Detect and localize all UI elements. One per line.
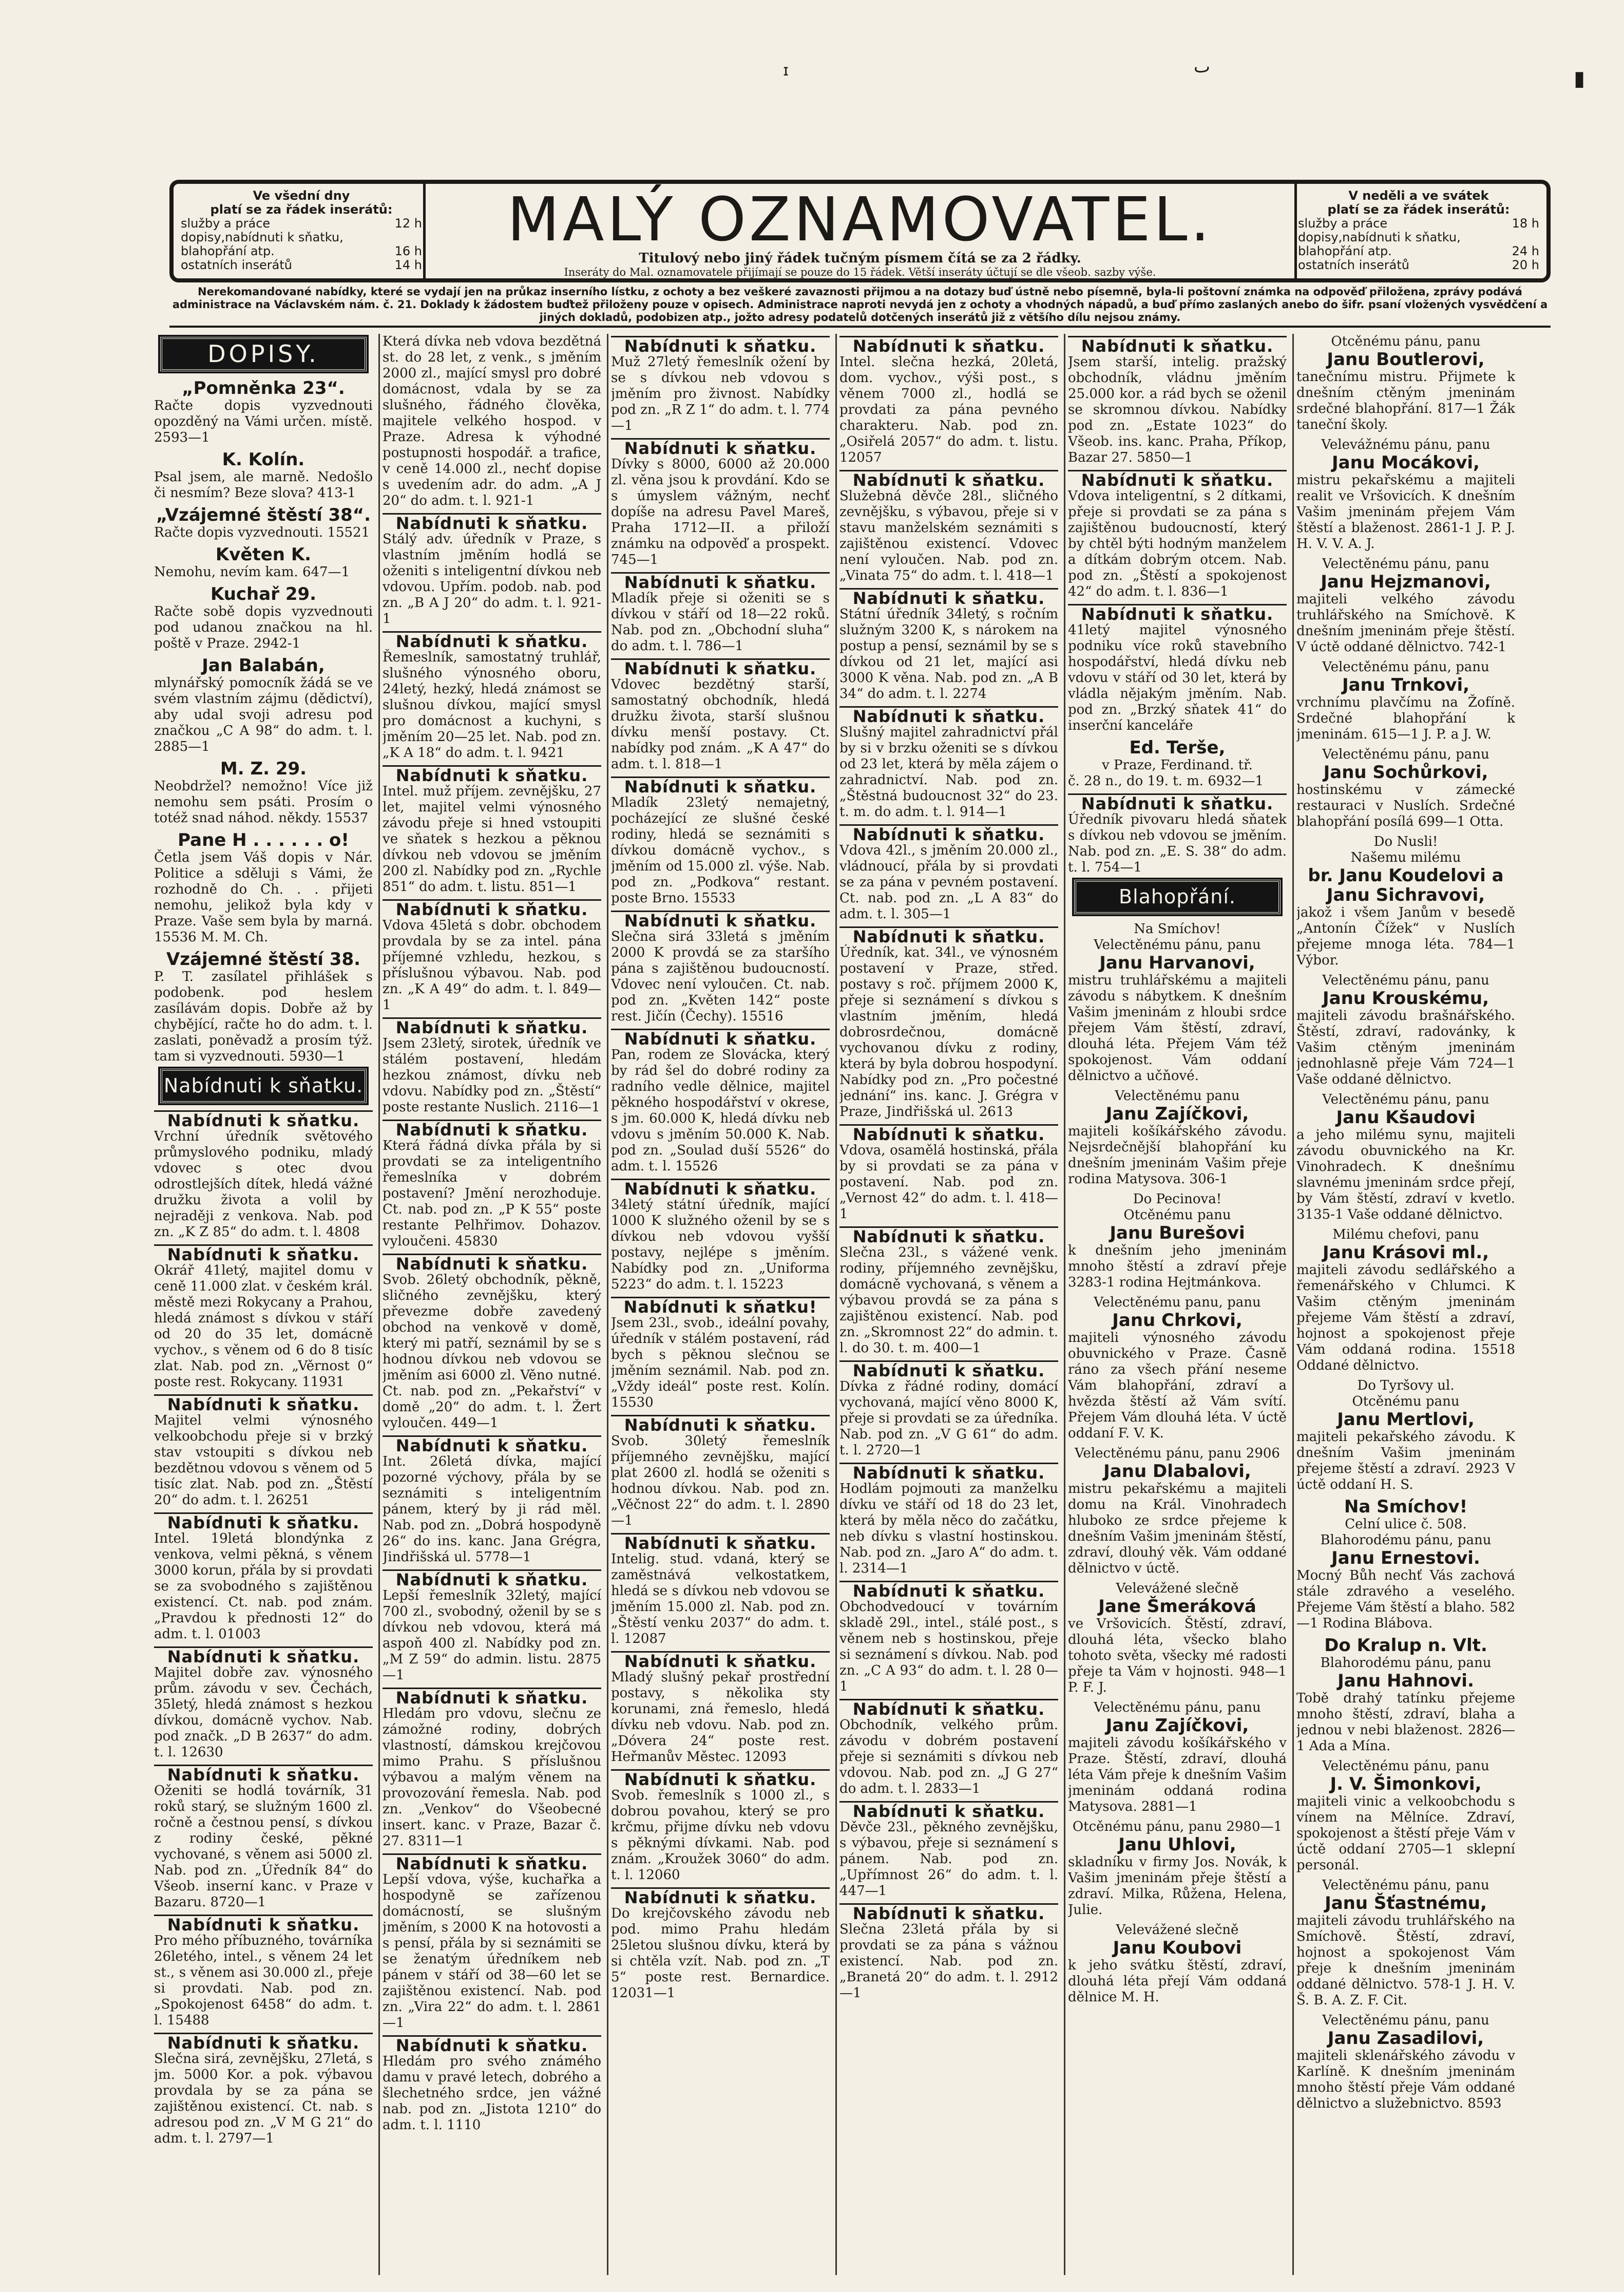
ad-text: Intel. 19letá blondýnka z venkova, velmi pěkná, s věnem 3000 korun, přála by si provdati se za svobodného s zajištěnou existencí. Ct. nab. pod znám. „Pravdou k přednosti 12“ do adm. t. l. 01003 (154, 1531, 373, 1642)
ad-text: Svob. 26letý obchodník, pěkně, sličného zevnějšku, který převezme dobře zavedený obchod na venkově v domě, který mi patří, seznámil by se s hodnou dívkou neb vdovou se jměním asi 6000 zl. Věno nutné. Ct. nab. pod zn. „Pekařství“ v domě „20“ do adm. t. l. Žert vyloučen. 449—1 (383, 1272, 601, 1431)
ad-line: Velectěnému pánu, panu (1322, 1092, 1489, 1107)
ad-name: Janu Krásovi ml., (1322, 1242, 1489, 1263)
ad-heading: Nabídnuti k sňatku. (383, 1435, 601, 1454)
ad-text: Neobdržel? nemožno! Více již nemohu sem psáti. Prosím o totéž snad náhod. někdy. 15537 (154, 779, 373, 826)
ad-heading: Nabídnuti k sňatku. (383, 1853, 601, 1872)
ad-line: Velevážené slečně (1116, 1922, 1239, 1938)
header-divider (1294, 184, 1297, 278)
ad-heading: Nabídnuti k sňatku. (611, 1769, 830, 1788)
ad-heading: Nabídnuti k sňatku. (611, 658, 830, 677)
page-mark: ٮ (1194, 56, 1211, 77)
ad-text: Pro mého příbuzného, továrníka 26letého, intel., s věnem 24 let st., s věnem asi 30.000 zl., přeje si provdati. Nab. pod zn. „Spokojenost 6458“ do adm. t. l. 15488 (154, 1933, 373, 2028)
ad-heading: Nabídnuti k sňatku. (383, 2035, 601, 2054)
column-divider (1064, 334, 1065, 2275)
ad-name: Janu Zajíčkovi, (1105, 1715, 1249, 1736)
ad-heading: Nabídnuti k sňatku. (839, 1463, 1058, 1481)
ad-heading: Nabídnuti k sňatku. (1068, 336, 1287, 354)
ad-text: 34letý státní úředník, mající 1000 K služného oženil by se s dívkou neb vdovou vyšší postavy, nejlépe s jměním. Nabídky pod zn. „Uniforma 5223“ do adm. t. l. 15223 (611, 1197, 830, 1292)
column-divider (607, 334, 608, 2275)
holiday-rates (1298, 189, 1539, 272)
ad-name: K. Kolín. (222, 449, 305, 470)
rates-heading: V neděli a ve svátek (1348, 188, 1489, 203)
ad-line: Otcěnému panu (1352, 1394, 1460, 1409)
ad-line: Velectěnému pánu, panu (1094, 937, 1261, 953)
ad-text: mistru pekařskému a majiteli realit ve Vršovicích. K dnešním Vašim jmeninám přejem Vám štěstí a blaženost. 2861-1 J. P. J. H. V. V. A. J. (1296, 472, 1515, 552)
rate-row: dopisy,nabídnuti k sňatku, (181, 230, 343, 244)
ad-line: Blahorodému pánu, panu (1320, 1655, 1492, 1671)
ad-heading: Nabídnuti k sňatku. (611, 1415, 830, 1433)
ad-line: Otcěnému panu (1123, 1207, 1231, 1223)
ad-text: vrchnímu plavčímu na Žofíně. Srdečné blahopřání k jmeninám. 615—1 J. P. a J. W. (1296, 695, 1515, 742)
ad-line: Do Tyršovy ul. (1357, 1378, 1455, 1393)
ad-text: hostinskému v zámecké restauraci v Nuslích. Srdečné blahopřání posílá 699—1 Otta. (1296, 782, 1515, 829)
ad-heading: Nabídnuti k sňatku. (839, 706, 1058, 725)
column-body (154, 378, 373, 2147)
column-6 (1296, 334, 1515, 2285)
ad-name: Pane H . . . . . . o! (178, 830, 349, 850)
ad-text: Úředník, kat. 34l., ve výnosném postavení v Praze, střed. postavy s roč. příjmem 2000 K, přeje si seznámení s dívkou s vlastním jměním, hledá dobrosrdečnou, domácně vychovanou dívku z rodiny, která by byla dobrou hospodyní. Nabídky pod zn. „Pro počestné jednání“ ins. kanc. J. Grégra v Praze, Jindřišská ul. 2613 (839, 945, 1058, 1120)
ad-heading: Nabídnuti k sňatku. (611, 911, 830, 929)
ad-heading: Nabídnuti k sňatku. (383, 513, 601, 532)
ad-line: Na Smíchov! (1134, 921, 1221, 937)
ad-text: mistru truhlářskému a majiteli závodu s nábytkem. K dnešním Vašim jmeninám z hloubi srdce přejem Vám štěstí, zdraví, dlouhá léta. Přejem Vám též spokojenost. Vám oddaní dělnictvo a učňové. (1068, 973, 1287, 1084)
column-1 (154, 334, 373, 2285)
classifieds-header (169, 180, 1551, 282)
ad-name: Janu Harvanovi, (1099, 953, 1255, 973)
ad-text: Služebná děvče 28l., sličného zevnějšku, s výbavou, přeje si v stavu manželském seznámiti s zajištěnou existencí. Vdovec není vyloučen. Nab. pod zn. „Vinata 75“ do adm. t. l. 418—1 (839, 488, 1058, 583)
ad-line: Do Pecinova! (1133, 1191, 1222, 1207)
ad-heading: Nabídnuti k sňatku. (839, 1903, 1058, 1922)
ad-name: Janu Hahnovi. (1338, 1671, 1474, 1691)
ad-text: Jsem starší, intelig. pražský obchodník, vládnu jměním 25.000 kor. a rád bych se oženil se skromnou dívkou. Nabídky pod zn. „Estate 1023“ do Všeob. ins. kanc. Praha, Příkop, Bazar 27. 5850—1 (1068, 354, 1287, 465)
ad-text: majiteli závodu truhlářského na Smíchově. Štěstí, zdraví, hojnost a spokojenost Vám přeje k dnešním jmeninám oddané dělnictvo. 578-1 J. H. V. Š. B. A. Z. F. Cit. (1296, 1913, 1515, 2008)
ad-heading: Nabídnuti k sňatku! (611, 1297, 830, 1315)
ad-text: Děvče 23l., pěkného zevnějšku, s výbavou, přeje si seznámení s pánem. Nab. pod zn. „Upřímnost 26“ do adm. t. l. 447—1 (839, 1820, 1058, 1899)
header-rule (169, 326, 1551, 328)
ad-name: Janu Zajíčkovi, (1105, 1104, 1249, 1124)
ad-heading: Nabídnuti k sňatku. (154, 2033, 373, 2051)
column-5 (1068, 334, 1287, 2285)
ad-text: Slečna sirá, zevnějšku, 27letá, s jm. 5000 Kor. a pok. výbavou provdala by se za pána se zajištěnou existencí. Ct. nab. s adresou pod zn. „V M G 21“ do adm. t. l. 2797—1 (154, 2051, 373, 2146)
ad-line: Otcěnému pánu, panu (1331, 334, 1481, 349)
ad-name: Vzájemné štěstí 38. (166, 949, 361, 970)
ad-heading: Nabídnuti k sňatku. (611, 1533, 830, 1551)
ad-text: Intel. muž příjem. zevnějšku, 27 let, majitel velmi výnosného závodu přeje si hned vstoupiti ve sňatek s hezkou a pěknou dívkou neb vdovou se jměním 200 zl. Nabídky pod zn. „Rychle 851“ do adm. t. listu. 851—1 (383, 784, 601, 895)
column-divider (1292, 334, 1294, 2275)
ad-name: Janu Kšaudovi (1336, 1107, 1476, 1128)
ad-name: Jane Šmeráková (1098, 1596, 1256, 1617)
ad-heading: Nabídnuti k sňatku. (839, 1226, 1058, 1245)
ad-text: Dívka z řádné rodiny, domácí vychovaná, mající věno 8000 K, přeje si provdati se za úředníka. Nab. pod zn. „V G 61“ do adm. t. l. 2720—1 (839, 1379, 1058, 1458)
ad-text: Stálý adv. úředník v Praze, s vlastním jměním hodlá se oženiti s inteligentní dívkou neb vdovou. Upřím. podob. nab. pod zn. „B A J 20“ do adm. t. l. 921-1 (383, 532, 601, 627)
ad-line: Velectěnému pánu, panu (1094, 1700, 1261, 1715)
ad-text: jakož i všem Janům v besedě „Antonín Čížek“ v Nuslích přejeme mnoga léta. 784—1 Výbor. (1296, 905, 1515, 968)
ad-text: P. T. zasílatel přihlášek s podobenk. pod heslem zasílávám dopis. Dobře až by chybějící, račte ho do adm. t. l. zaslati, poněvadž a prosím týž. tam si vyzvednouti. 5930—1 (154, 969, 373, 1064)
ad-text: Řemeslník, samostatný truhlář, slušného výnosného oboru, 24letý, hezký, hledá známost se slušnou dívkou, mající smysl pro domácnost a kuchyni, s jměním 20—25 let. Nab. pod zn. „K A 18“ do adm. t. l. 9421 (383, 650, 601, 761)
ad-text: Do krejčovského závodu neb pod. mimo Prahu hledám 25letou slušnou dívku, která by si chtěla vzít. Nab. pod zn. „T 5“ poste rest. Bernardice. 12031—1 (611, 1906, 830, 2001)
rate-row: ostatních inserátů 20 h (1298, 258, 1539, 272)
page-title: MALÝ OZNAMOVATEL. (507, 184, 1213, 255)
ad-heading: Nabídnuti k sňatku. (154, 1512, 373, 1531)
ad-name: Janu Dlabalovi, (1103, 1461, 1251, 1482)
column-2 (383, 334, 601, 2285)
ad-heading: Nabídnuti k sňatku. (611, 1651, 830, 1670)
ad-line: Celní ulice č. 508. (1345, 1517, 1467, 1532)
ad-text: Vdova, osamělá hostinská, přála by si provdati se za pána v postavení. Nab. pod zn. „Vernost 42“ do adm. t. l. 418—1 (839, 1143, 1058, 1222)
ad-text: majiteli sklenářského závodu v Karlíně. K dnešním jmeninám mnoho štěstí přeje Vám oddané dělnictvo a služebnictvo. 8593 (1296, 2048, 1515, 2111)
ad-name: Janu Chrkovi, (1112, 1310, 1243, 1331)
ad-line: Velevážené slečně (1116, 1581, 1239, 1596)
ad-text: majiteli závodu košíkářského v Praze. Štěstí, zdraví, dlouhá léta Vám přeje k dnešním Vašim jmeninám oddaná rodina Matysova. 2881—1 (1068, 1735, 1287, 1814)
ad-text: Slečna sirá 33letá s jměním 2000 K provdá se za staršího pána s zajištěnou budoucností. Vdovec není vyloučen. Ct. nab. pod zn. „Květen 142“ poste rest. Jičín (Čechy). 15516 (611, 929, 830, 1024)
ad-line: Velectěnému pánu, panu (1322, 2013, 1489, 2028)
ad-heading: Nabídnuti k sňatku. (611, 1179, 830, 1197)
ad-name: M. Z. 29. (220, 759, 307, 779)
rate-row: blahopřání atp. 24 h (1298, 244, 1539, 258)
ad-text: Slečna 23l., s vážené venk. rodiny, příjemného zevnějšku, domácně vychovaná, s věnem a výbavou provdá se za pána s zajištěnou existencí. Nab. pod zn. „Skromnost 22“ do admin. t. l. do 30. t. m. 400—1 (839, 1245, 1058, 1356)
ad-line: Velectěnému pánu, panu 2906 (1075, 1446, 1280, 1461)
ad-text: majiteli výnosného závodu obuvnického v Praze. Časně ráno za všech přání neseme Vám blahopřání, zdraví a hvězda štěstí až Vám svítí. Přejem Vám dlouhá léta. V úctě oddaní F. V. K. (1068, 1330, 1287, 1441)
column-4 (839, 334, 1058, 2285)
ad-heading: Nabídnuti k sňatku. (383, 631, 601, 650)
insert-info: Inseráty do Mal. oznamovatele přijímají se pouze do 15 řádek. Větší inseráty účtují se dle všeob. sazby výše. (564, 266, 1156, 278)
ad-text: Obchodník, velkého prům. závodu v dobrém postavení přeje si seznámiti s dívkou neb vdovou. Nab. pod zn. „J G 27“ do adm. t. l. 2833—1 (839, 1717, 1058, 1796)
ad-line: Blahorodému pánu, panu (1320, 1532, 1492, 1548)
ad-name: Kuchař 29. (210, 584, 317, 604)
ad-name: Janu Uhlovi, (1118, 1834, 1236, 1855)
ad-heading: Nabídnuti k sňatku. (383, 1120, 601, 1138)
ad-line: Velevážnému pánu, panu (1321, 437, 1491, 452)
ad-text: Četla jsem Váš dopis v Nár. Politice a sděluji s Vámi, že rozhodně do Ch. . . přijeti nemohu, jelikož byla kdy v Praze. Vaše sem byla by marná. 15536 M. M. Ch. (154, 850, 373, 945)
ad-name: J. V. Šimonkovi, (1330, 1774, 1482, 1794)
ad-text: Račte dopis vyzvednouti opozděný na Vámi určen. místě. 2593—1 (154, 398, 373, 445)
ad-text: skladníku v firmy Jos. Novák, k Vašim jmeninám přeje štěstí a zdraví. Milka, Růžena, Helena, Julie. (1068, 1854, 1287, 1918)
header-divider (423, 184, 426, 278)
ad-text: Hodlám pojmouti za manželku dívku ve stáří od 18 do 23 let, která by měla něco do začátku, neb dívku s vlastní hostinskou. Nab. pod zn. „Jaro A“ do adm. t. l. 2314—1 (839, 1481, 1058, 1576)
ad-text: Jsem 23letý, sirotek, úředník ve stálém postavení, hledám hezkou známost, dívku neb vdovu. Nabídky pod zn. „Štěstí“ poste restante Nuslich. 2116—1 (383, 1036, 601, 1115)
ad-name: Janu Hejzmanovi, (1321, 572, 1491, 592)
ad-text: tanečnímu mistru. Přijmete k dnešním ctěným jmeninám srdečné blahopřání. 817—1 Žák taneční školy. (1296, 369, 1515, 432)
ad-text: Oženiti se hodlá továrník, 31 roků starý, se služným 1600 zl. ročně a čestnou pensí, s dívkou z rodiny české, pěkné vychované, s věnem asi 5000 zl. Nab. pod zn. „Úředník 84“ do Všeob. inserní kanc. v Praze v Bazaru. 8720—1 (154, 1783, 373, 1910)
ad-line: Velectěnému pánu, panu (1322, 1878, 1489, 1893)
ad-name: Ed. Terše, (1129, 737, 1226, 758)
ad-text: Majitel velmi výnosného velkoobchodu přeje si v brzký stav vstoupiti s dívkou neb bezdětnou vdovou s věnem od 5 tisíc zlat. Nab. pod zn. „Štěstí 20“ do adm. t. l. 26251 (154, 1413, 373, 1508)
rates-heading: Ve všední dny (253, 188, 350, 203)
ad-heading: Nabídnuti k sňatku. (611, 438, 830, 457)
ad-heading: Nabídnuti k sňatku. (154, 1110, 373, 1129)
ad-text: 41letý majitel výnosného podniku více roků stavebního hospodářství, hledá dívku neb vdovu v stáří od 30 let, která by vládla nějakým jměním. Nab. pod zn. „Brzký sňatek 41“ do inserční kanceláře (1068, 622, 1287, 733)
column-body (839, 336, 1058, 2001)
column-body (611, 336, 830, 2001)
ad-text: Slušný majitel zahradnictví přál by si v brzku oženiti se s dívkou od 23 let, která by měla zájem o zahradnictví. Nab. pod zn. „Štěstná budoucnost 32“ do 23. t. m. do adm. t. l. 914—1 (839, 725, 1058, 820)
ad-line: Velectěnému pánu, panu (1322, 973, 1489, 988)
weekday-rates (181, 189, 422, 272)
ad-name: „Vzájemné štěstí 38“. (156, 505, 371, 525)
rate-row: služby a práce 18 h (1298, 216, 1539, 231)
ad-line: Našemu milému (1350, 850, 1461, 865)
column-divider (378, 334, 380, 2275)
ad-text: k jeho svátku štěstí, zdraví, dlouhá léta přejí Vám oddaná dělnice M. H. (1068, 1958, 1287, 2005)
column-body (383, 334, 601, 2133)
ad-text: Státní úředník 34letý, s ročním služným 3200 K, s nárokem na postup a pensí, seznámil by se s dívkou od 21 let, mající asi 3000 K věna. Nab. pod zn. „A B 34“ do adm. t. l. 2274 (839, 607, 1058, 702)
ad-text: k dnešním jeho jmeninám mnoho štěstí a zdraví přeje 3283-1 rodina Hejtmánkova. (1068, 1243, 1287, 1290)
ad-text: Která řádná dívka přála by si provdati se za inteligentního řemeslníka v dobrém postavení? Jmění nerozhoduje. Ct. nab. pod zn. „P K 55“ poste restante Pelhřimov. Dohazov. vyloučeni. 45830 (383, 1138, 601, 1249)
ad-heading: Nabídnuti k sňatku. (611, 336, 830, 354)
ad-text: č. 28 n., do 19. t. m. 6932—1 (1068, 773, 1264, 789)
administration-notice: Nerekomandované nabídky, které se vydají jen na průkaz inserního lístku, z ochoty a bez veškeré zavaznosti přijmou a na dotazy buď ústně nebo písemně, byla-li poštovní známka na odpověď přiložena, zprávy podává administrace na Václavském nám. č. 21. Doklady k žádostem buďtež přiloženy pouze v opisech. Administrace naproti nevydá jen z ochoty a vhodných nápadů, a buď přímo zaslaných anebo do šifr. psaní vložených vysvědčení a jiných dokladů, podobizen atp., jožto adresy podatelů dotčených inserátů již z většího dílu nejsou známy. (172, 286, 1548, 324)
ad-heading: Nabídnuti k sňatku. (1068, 604, 1287, 622)
ad-heading: Nabídnuti k sňatku. (839, 588, 1058, 607)
ad-heading: Nabídnuti k sňatku. (154, 1915, 373, 1933)
ad-heading: Nabídnuti k sňatku. (383, 899, 601, 918)
section-banner: Nabídnuti k sňatku. (160, 1069, 367, 1103)
ad-text: Lepší vdova, výše, kuchařka a hospodyně se zařízenou domácností, se slušným jměním, s 2000 K na hotovosti a s pensí, přála by si seznámiti se se ženatým úředníkem neb pánem v stáří od 38—60 let se zajištěnou existencí. Nab. pod zn. „Vira 22“ do adm. t. l. 2861—1 (383, 1872, 601, 2031)
ad-name: Janu Mertlovi, (1337, 1409, 1475, 1430)
ad-heading: Nabídnuti k sňatku. (839, 336, 1058, 354)
ad-text: Svob. řemeslník s 1000 zl., s dobrou povahou, který se pro krčmu, přijme dívku neb vdovu s pěknými dívkami. Nab. pod znám. „Kroužek 3060“ do adm. t. l. 12060 (611, 1788, 830, 1883)
ad-name: „Pomněnka 23“. (182, 378, 345, 399)
ad-line: Otcěnému pánu, panu 2980—1 (1072, 1819, 1283, 1834)
ad-name: Janu Koubovi (1113, 1938, 1242, 1958)
rates-heading: platí se za řádek inserátů: (1327, 202, 1510, 217)
ad-line: Do Nusli! (1373, 834, 1438, 849)
ad-text: majiteli závodu brašnářského. Štěstí, zdraví, radovánky, k Vašim ctěným jmeninám jednohlasně přeje Vám 724—1 Vaše oddané dělnictvo. (1296, 1008, 1515, 1087)
rates-heading: platí se za řádek inserátů: (210, 202, 393, 217)
ad-text: Muž 27letý řemeslník ožení by se s dívkou neb vdovou s jměním pro živnost. Nabídky pod zn. „R Z 1“ do adm. t. l. 774—1 (611, 354, 830, 433)
ad-text: Intel. slečna hezká, 20letá, dom. vychov., výši post., s věnem 7000 zl., hodlá se provdati za pána pevného charakteru. Nab. pod zn. „Osiřelá 2057“ do adm. t. listu. 12057 (839, 354, 1058, 465)
ad-text: Mladý slušný pekař prostřední postavy, s několika sty korunami, zná řemeslo, hledá dívku neb vdovu. Nab. pod zn. „Dóvera 24“ poste rest. Heřmanův Městec. 12093 (611, 1670, 830, 1765)
ad-name: Janu Mocákovi, (1332, 452, 1480, 473)
ad-heading: Nabídnuti k sňatku. (154, 1765, 373, 1783)
ad-name: Do Kralup n. Vlt. (1324, 1635, 1487, 1656)
ad-heading: Nabídnuti k sňatku. (839, 1801, 1058, 1820)
ad-text: Vdova 42l., s jměním 20.000 zl., vládnoucí, přála by si provdati se za pána v pevném postavení. Ct. nab. pod zn. „L A 83“ do adm. t. l. 305—1 (839, 843, 1058, 922)
ad-heading: Nabídnuti k sňatku. (1068, 470, 1287, 488)
ad-text: majiteli košíkářského závodu. Nejsrdečnější blahopřání ku dnešním jmeninám Vašim přeje rodina Matysova. 306-1 (1068, 1124, 1287, 1187)
ad-name: Janu Trnkovi, (1342, 675, 1470, 695)
column-body (1068, 336, 1287, 2005)
ad-text: Obchodvedoucí v továrním skladě 29l., intel., stálé post., s věnem neb s hostinskou, přeje si seznámení s dívkou. Nab. pod zn. „C A 93“ do adm. t. l. 28 0—1 (839, 1599, 1058, 1694)
ad-heading: Nabídnuti k sňatku. (154, 1394, 373, 1413)
ad-heading: Nabídnuti k sňatku. (611, 572, 830, 591)
ad-text: Hledám pro svého známého damu v pravé letech, dobrého a šlechetného srdce, jen vážné nab. pod zn. „Jistota 1210“ do adm. t. l. 1110 (383, 2054, 601, 2133)
ad-text: majiteli závodu sedlářského a řemenářského v Chlumci. K Vašim ctěným jmeninám přejeme Vám štěstí a zdraví, hojnost a spokojenost přeje Vám oddaná rodina. 15518 Oddané dělnictvo. (1296, 1262, 1515, 1373)
ad-heading: Nabídnuti k sňatku. (611, 1029, 830, 1047)
ad-text: Slečna 23letá přála by si provdati se za pána s vážnou existencí. Nab. pod zn. „Branetá 20“ do adm. t. l. 2912—1 (839, 1922, 1058, 2001)
page-mark: ▮ (1574, 67, 1585, 90)
ad-line: Velectěnému pánu, panu (1322, 556, 1489, 572)
ad-text: Mladík přeje si oženiti se s dívkou v stáří od 18—22 roků. Nab. pod zn. „Obchodní sluha“ do adm. t. l. 786—1 (611, 591, 830, 654)
ad-heading: Nabídnuti k sňatku. (839, 1699, 1058, 1717)
ad-heading: Nabídnuti k sňatku. (1068, 793, 1287, 812)
ad-text: Intelig. stud. vdaná, který se zaměstnává velkostatkem, hledá se s dívkou neb vdovou se jměním 15.000 zl. Nab. pod zn. „Štěstí venku 2037“ do adm. t. l. 12087 (611, 1551, 830, 1646)
ad-text: Vdovec bezdětný starší, samostatný obchodník, hledá družku života, starší slušnou dívku menší postavy. Ct. nabídky pod znám. „K A 47“ do adm. t. l. 818—1 (611, 677, 830, 772)
ad-heading: Nabídnuti k sňatku. (611, 1887, 830, 1906)
ad-name: Janu Šťastnému, (1325, 1893, 1487, 1914)
ad-name: Janu Boutlerovi, (1327, 349, 1485, 370)
ad-text: Mocný Bůh nechť Vás zachová stále zdravého a veselého. Přejeme Vám štěstí a blaho. 582—1 Rodina Blábova. (1296, 1568, 1515, 1631)
ad-heading: Nabídnuti k sňatku. (383, 1569, 601, 1588)
ad-line: Velectěnému pánu, panu (1322, 659, 1489, 675)
ad-name: Janu Sochůrkovi, (1323, 762, 1488, 783)
ad-line: Milému chefovi, panu (1332, 1227, 1479, 1242)
ad-text: Nemohu, nevím kam. 647—1 (154, 564, 350, 580)
ad-text: Vrchní úředník světového průmyslového podniku, mladý vdovec s otec dvou odrostlejších dítek, hledá vážné družku života a volil by nejraději z venkova. Nab. pod zn. „K Z 85“ do adm. t. l. 4808 (154, 1129, 373, 1240)
ad-text: Račte dopis vyzvednouti. 15521 (154, 525, 370, 540)
ad-text: majiteli pekařského závodu. K dnešním Vašim jmeninám přejeme štěstí a zdraví. 2923 V úctě oddaní H. S. (1296, 1429, 1515, 1492)
column-divider (835, 334, 837, 2275)
ad-text: Psal jsem, ale marně. Nedošlo či nesmím? Beze slova? 413-1 (154, 469, 373, 501)
ad-name: Janu Ernestovi. (1331, 1548, 1480, 1568)
ad-text: Tobě drahý tatínku přejeme mnoho štěstí, zdraví, blaha a jednou v nebi blaženost. 2826—1 Ada a Mína. (1296, 1691, 1515, 1754)
ad-heading: Nabídnuti k sňatku. (383, 1017, 601, 1036)
ad-name: Janu Krouskému, (1322, 988, 1489, 1009)
ad-heading: Nabídnuti k sňatku. (383, 1254, 601, 1272)
ad-heading: Nabídnuti k sňatku. (839, 824, 1058, 843)
ad-heading: Nabídnuti k sňatku. (154, 1244, 373, 1263)
ad-text: Vdova 45letá s dobr. obchodem provdala by se za intel. pána příjemné vzhledu, hezkou, s příslušnou výbavou. Nab. pod zn. „K A 49“ do adm. t. l. 849—1 (383, 918, 601, 1013)
ad-text: a jeho milému synu, majiteli závodu obuvnického na Kr. Vinohradech. K dnešnímu slavnému jmeninám srdce přejí, by Vám štěstí, zdraví v kvetlo. 3135-1 Vaše oddané dělnictvo. (1296, 1127, 1515, 1222)
ad-line: Velectěnému pánu, panu (1322, 1758, 1489, 1774)
ad-heading: Nabídnuti k sňatku. (839, 1360, 1058, 1379)
column-body (1296, 334, 1515, 2112)
ad-heading: Nabídnuti k sňatku. (839, 1581, 1058, 1599)
section-banner-dopisy: DOPISY. (160, 337, 367, 371)
ad-heading: Nabídnuti k sňatku. (839, 1124, 1058, 1143)
ad-text: majiteli vinic a velkoobchodu s vínem na Mělníce. Zdraví, spokojenost a štěstí přeje Vám v úctě oddaní 2705—1 sklepní personál. (1296, 1794, 1515, 1873)
ad-heading: Nabídnuti k sňatku. (839, 926, 1058, 945)
ad-text: Mladík 23letý nemajetný, pocházející ze slušné české rodiny, hledá se seznámiti s dívkou domácně vychov., s jměním od 15.000 zl. výše. Nab. pod zn. „Podkova“ restant. poste Brno. 15533 (611, 795, 830, 906)
ad-name: Janu Zasadilovi, (1327, 2028, 1484, 2049)
ad-name: br. Janu Koudelovi a Janu Sichravovi, (1308, 865, 1504, 905)
ad-text: Úředník pivovaru hledá sňatek s dívkou neb vdovou se jměním. Nab. pod zn. „E. S. 38“ do adm. t. l. 754—1 (1068, 812, 1287, 875)
ad-name: Janu Burešovi (1110, 1223, 1245, 1243)
rate-row: blahopřání atp. 16 h (181, 244, 422, 258)
ad-name: Květen K. (215, 544, 312, 565)
ad-text: Svob. 30letý řemeslník příjemného zevnějšku, mající plat 2600 zl. hodlá se oženiti s hodnou dívkou. Nab. pod zn. „Věčnost 22“ do adm. t. l. 2890—1 (611, 1433, 830, 1528)
ad-name: Na Smíchov! (1344, 1497, 1468, 1517)
ad-text: mistru pekařskému a majiteli domu na Král. Vinohradech hluboko ze srdce přejeme k dnešním Vašim jmeninám štěstí, zdraví, dlouhý věk. Vám oddané dělnictvo v úctě. (1068, 1481, 1287, 1576)
ad-name: Jan Balabán, (202, 655, 325, 676)
ad-heading: Nabídnuti k sňatku. (839, 470, 1058, 488)
ad-text: Okrář 41letý, majitel domu v ceně 11.000 zlat. v českém král. městě mezi Rokycany a Prahou, hledá známost s dívkou v stáří od 20 do 35 let, domácně vychov., s věnem od 6 do 8 tisíc zlat. Nab. pod zn. „Věrnost 0“ poste rest. Rokycany. 11931 (154, 1263, 373, 1390)
page-mark: ɪ (783, 62, 789, 80)
ad-text: ve Vršovicích. Štěstí, zdraví, dlouhá léta, všecko blaho tohoto světa, všecky mé radosti přeje ta Vám v hojnosti. 948—1 P. F. J. (1068, 1616, 1287, 1695)
ad-text: Která dívka neb vdova bezdětná st. do 28 let, z venk., s jměním 2000 zl., mající smysl pro dobré domácnost, vdala by se za slušného, řádného člověka, majitele velkého hospod. v Praze. Adresa k výhodné postupnosti hospodář. a trafice, v ceně 14.000 zl., nechť dopise s uvedením adr. do adm. „A J 20“ do adm. t. l. 921-1 (383, 334, 601, 508)
ad-heading: Nabídnuti k sňatku. (611, 776, 830, 795)
ad-text: Vdova inteligentní, s 2 dítkami, přeje si provdati se za pána s zajištěnou budoucností, který by chtěl býti hodným manželem a dítkám dobrým otcem. Nab. pod zn. „Štěstí a spokojenost 42“ do adm. t. l. 836—1 (1068, 488, 1287, 599)
ad-text: mlynářský pomocník žádá se ve svém vlastním zájmu (dědictví), aby udal svoji adresu pod značkou „C A 98“ do adm. t. l. 2885—1 (154, 675, 373, 754)
ad-heading: Nabídnuti k sňatku. (154, 1646, 373, 1665)
ad-line: v Praze, Ferdinand. tř. (1102, 757, 1253, 773)
section-banner: Blahopřání. (1074, 880, 1281, 914)
page-subtitle: Titulový nebo jiný řádek tučným písmem čítá se za 2 řádky. (639, 251, 1081, 266)
ad-heading: Nabídnuti k sňatku. (383, 1688, 601, 1706)
column-3 (611, 334, 830, 2285)
ad-line: Velectěnému pánu, panu (1322, 747, 1489, 762)
ad-text: Hledám pro vdovu, slečnu ze zámožné rodiny, dobrých vlastností, dámskou krejčovou mimo Prahu. S příslušnou výbavou a malým věnem na provozování řemesla. Nab. pod zn. „Venkov“ do Všeobecné insert. kanc. v Praze, Bazar č. 27. 8311—1 (383, 1706, 601, 1849)
rate-row: ostatních inserátů 14 h (181, 258, 422, 272)
ad-line: Velectěnému panu, panu (1094, 1295, 1261, 1310)
ad-text: Majitel dobře zav. výnosného prům. závodu v sev. Čechách, 35letý, hledá známost s hezkou dívkou, domácně vychov. Nab. pod značk. „D B 2637“ do adm. t. l. 12630 (154, 1665, 373, 1760)
ad-text: Int. 26letá dívka, mající pozorné výchovy, přála by se seznámiti s inteligentním pánem, který by ji rád měl. Nab. pod zn. „Dobrá hospodyně 26“ do ins. kanc. Jana Grégra, Jindřišská ul. 5778—1 (383, 1454, 601, 1565)
ad-text: majiteli velkého závodu truhlářského na Smíchově. K dnešním jmeninám přeje štěstí. V úctě oddané dělnictvo. 742-1 (1296, 592, 1515, 655)
ad-text: Račte sobě dopis vyzvednouti pod udanou značkou na hl. poště v Praze. 2942-1 (154, 604, 373, 651)
ad-heading: Nabídnuti k sňatku. (383, 765, 601, 784)
rate-row: služby a práce 12 h (181, 216, 422, 231)
ad-text: Jsem 23l., svob., ideální povahy, úředník v stálém postavení, rád bych s pěknou slečnou se jměním seznámil. Nab. pod zn. „Vždy ideál“ poste rest. Kolín. 15530 (611, 1315, 830, 1410)
ad-text: Lepší řemeslník 32letý, mající 700 zl., svobodný, oženil by se s dívkou neb vdovou, která má aspoň 400 zl. Nabídky pod zn. „M Z 59“ do admin. listu. 2875—1 (383, 1588, 601, 1683)
ad-line: Velectěnému panu (1115, 1088, 1240, 1104)
rate-row: dopisy,nabídnuti k sňatku, (1298, 230, 1461, 244)
ad-text: Dívky s 8000, 6000 až 20.000 zl. věna jsou k provdání. Kdo se s úmyslem vážným, nechť dopíše na adresu Pavel Mareš, Praha 1712—II. a přiloží známku na odpověď a prospekt. 745—1 (611, 457, 830, 567)
ad-text: Pan, rodem ze Slovácka, který by rád šel do dobré rodiny za radního vedle dělnice, majitel pěkného hospodářství v okrese, s jm. 60.000 K, hledá dívku neb vdovu s jměním 50.000 K. Nab. pod zn. „Soulad duší 5526“ do adm. t. l. 15526 (611, 1047, 830, 1174)
